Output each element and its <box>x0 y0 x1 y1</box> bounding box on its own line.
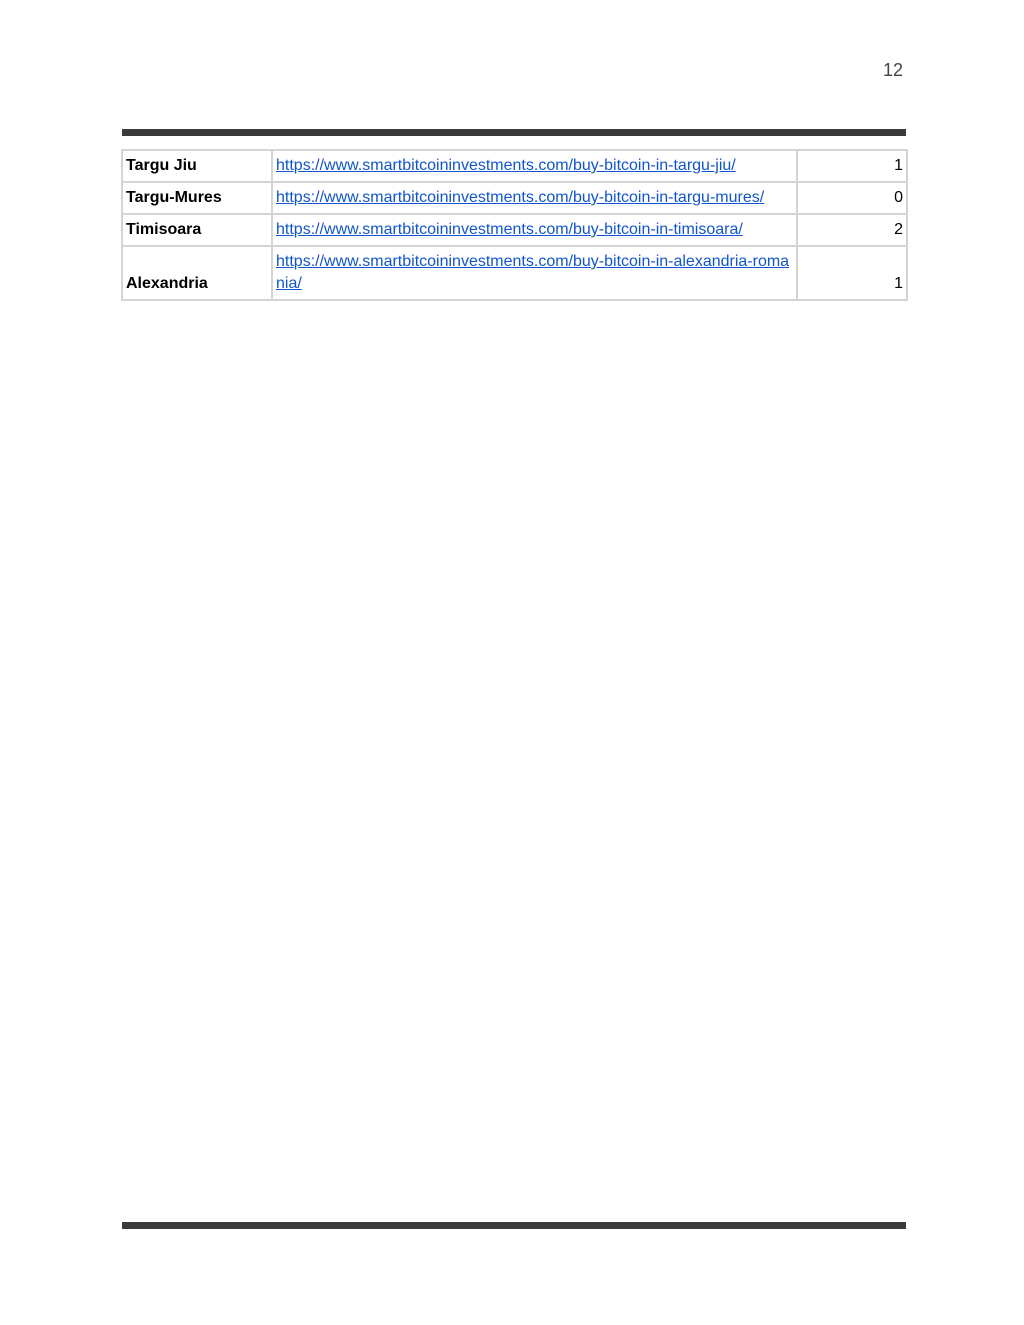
city-links-table <box>121 149 908 301</box>
url-link[interactable]: https://www.smartbitcoininvestments.com/buy-bitcoin-in-alexandria-romania/ <box>276 253 790 292</box>
url-cell <box>272 214 797 246</box>
table-row <box>122 214 907 246</box>
city-cell: Alexandria <box>122 246 272 300</box>
count-cell: 2 <box>797 214 907 246</box>
header-rule <box>122 129 906 136</box>
count-cell: 1 <box>797 150 907 182</box>
url-cell <box>272 246 797 300</box>
url-cell <box>272 150 797 182</box>
city-cell: Targu-Mures <box>122 182 272 214</box>
table-row <box>122 182 907 214</box>
count-cell: 0 <box>797 182 907 214</box>
city-cell: Targu Jiu <box>122 150 272 182</box>
table-row <box>122 246 907 300</box>
city-cell: Timisoara <box>122 214 272 246</box>
url-cell <box>272 182 797 214</box>
page-number: 12 <box>882 60 903 80</box>
table-row <box>122 150 907 182</box>
footer-rule <box>122 1222 906 1229</box>
count-cell: 1 <box>797 246 907 300</box>
url-link[interactable]: https://www.smartbitcoininvestments.com/buy-bitcoin-in-targu-mures/ <box>276 189 765 206</box>
url-link[interactable]: https://www.smartbitcoininvestments.com/buy-bitcoin-in-timisoara/ <box>276 221 743 238</box>
url-link[interactable]: https://www.smartbitcoininvestments.com/buy-bitcoin-in-targu-jiu/ <box>276 157 736 174</box>
